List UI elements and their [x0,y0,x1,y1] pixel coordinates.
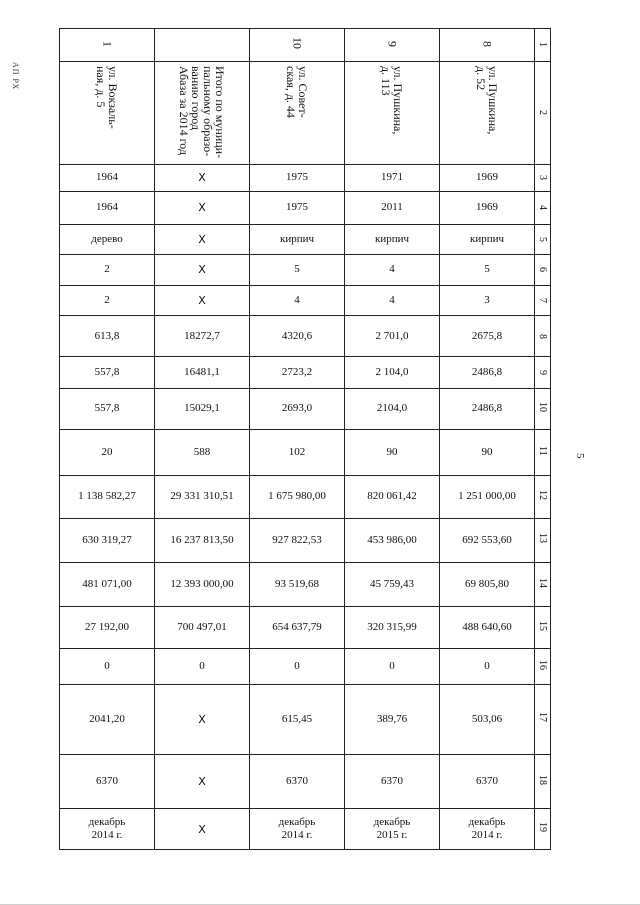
table-cell: 0 [60,649,155,685]
table-cell: 557,8 [60,356,155,388]
table-cell: 6370 [345,755,440,809]
table-cell: 4320,6 [250,316,345,357]
row-number-cell: 6 [535,255,551,286]
table-cell: 1971 [345,164,440,191]
address-row [60,61,551,164]
table-cell: 102 [250,430,345,476]
table-cell: 27 192,00 [60,607,155,649]
table-cell: декабрь 2014 г. [440,809,535,850]
table-cell: 2693,0 [250,388,345,430]
table-cell: 16481,1 [155,356,250,388]
column-number-cell: 8 [440,29,535,62]
column-number-cell: 9 [345,29,440,62]
address-cell: ул. Пушкина, д. 52 [440,61,535,164]
table-cell: 45 759,43 [345,562,440,607]
table-cell: 6370 [250,755,345,809]
table-row [60,684,551,754]
table-row [60,285,551,316]
table-cell: 927 822,53 [250,518,345,562]
table-cell: 15029,1 [155,388,250,430]
table-cell: 1975 [250,164,345,191]
table-cell: 2675,8 [440,316,535,357]
table-row [60,430,551,476]
row-number-cell: 8 [535,316,551,357]
table-cell: 16 237 813,50 [155,518,250,562]
table-cell: 700 497,01 [155,607,250,649]
table-row [60,356,551,388]
table-cell: 1 138 582,27 [60,476,155,519]
table-cell: 29 331 310,51 [155,476,250,519]
table-cell: 18272,7 [155,316,250,357]
table-cell: кирпич [250,224,345,255]
table-cell: 90 [440,430,535,476]
table-cell: 453 986,00 [345,518,440,562]
table-cell: Х [155,684,250,754]
table-cell: 5 [250,255,345,286]
table-row [60,607,551,649]
table-cell: 4 [250,285,345,316]
table-row [60,649,551,685]
address-cell: ул. Вокзаль- ная, д. 5 [60,61,155,164]
column-number-cell: 1 [60,29,155,62]
table-cell: Х [155,255,250,286]
table-row [60,755,551,809]
table-row [60,316,551,357]
table-row [60,388,551,430]
table-cell: 2 [60,285,155,316]
table-cell: 0 [250,649,345,685]
table-cell: 93 519,68 [250,562,345,607]
table-cell: Х [155,809,250,850]
table-cell: 820 061,42 [345,476,440,519]
table-cell: 692 553,60 [440,518,535,562]
column-number-row [60,29,551,62]
table-cell: 613,8 [60,316,155,357]
table-cell: 2011 [345,192,440,225]
table-cell: 6370 [440,755,535,809]
table-row [60,809,551,850]
table-cell: 503,06 [440,684,535,754]
table-row [60,562,551,607]
row-number-cell: 15 [535,607,551,649]
table-cell: 389,76 [345,684,440,754]
table-cell: 4 [345,285,440,316]
address-cell: ул. Пушкина, д. 113 [345,61,440,164]
table-cell: 2 [60,255,155,286]
row-number-cell: 10 [535,388,551,430]
table-cell: кирпич [345,224,440,255]
table-cell: 2723,2 [250,356,345,388]
table-cell: 69 805,80 [440,562,535,607]
table-cell: декабрь 2014 г. [250,809,345,850]
table-cell: 488 640,60 [440,607,535,649]
table-cell: дерево [60,224,155,255]
table-cell: 2486,8 [440,388,535,430]
table-cell: 6370 [60,755,155,809]
table-cell: 1969 [440,164,535,191]
table-cell: 1975 [250,192,345,225]
row-number-cell: 19 [535,809,551,850]
table-cell: 0 [440,649,535,685]
table-row [60,518,551,562]
row-number-cell: 16 [535,649,551,685]
table-cell: 481 071,00 [60,562,155,607]
row-number-cell: 1 [535,29,551,62]
table-cell: декабрь 2014 г. [60,809,155,850]
table-cell: Х [155,224,250,255]
table-cell: 320 315,99 [345,607,440,649]
table-cell: декабрь 2015 г. [345,809,440,850]
table-cell: 2 701,0 [345,316,440,357]
table-cell: 588 [155,430,250,476]
table-row [60,192,551,225]
row-number-cell: 5 [535,224,551,255]
table-cell: 2486,8 [440,356,535,388]
row-number-cell: 17 [535,684,551,754]
table-row [60,224,551,255]
row-number-cell: 11 [535,430,551,476]
table-row [60,255,551,286]
row-number-cell: 7 [535,285,551,316]
table-cell: Х [155,755,250,809]
row-number-cell: 13 [535,518,551,562]
table-cell: 1969 [440,192,535,225]
housing-data-table [59,28,551,850]
table-cell: 20 [60,430,155,476]
archive-stamp-mark: АП РХ [11,62,20,91]
column-number-cell: 10 [250,29,345,62]
address-cell: ул. Совет- ская, д. 44 [250,61,345,164]
table-cell: 1 675 980,00 [250,476,345,519]
row-number-cell: 12 [535,476,551,519]
row-number-cell: 4 [535,192,551,225]
table-cell: 3 [440,285,535,316]
page-number: 5 [574,453,586,459]
table-cell: 0 [155,649,250,685]
table-cell: 5 [440,255,535,286]
table-cell: 557,8 [60,388,155,430]
table-cell: 1964 [60,164,155,191]
table-cell: 4 [345,255,440,286]
table-cell: 2041,20 [60,684,155,754]
table-cell: Х [155,192,250,225]
address-cell: Итого по муници- пальному образо- ванию город Абаза за 2014 год [155,61,250,164]
table-cell: 12 393 000,00 [155,562,250,607]
row-number-cell: 14 [535,562,551,607]
table-cell: Х [155,164,250,191]
table-cell: 654 637,79 [250,607,345,649]
table-cell: 2 104,0 [345,356,440,388]
row-number-cell: 2 [535,61,551,164]
row-number-cell: 9 [535,356,551,388]
table-row [60,164,551,191]
table-cell: кирпич [440,224,535,255]
table-cell: 0 [345,649,440,685]
table-cell: 1964 [60,192,155,225]
table-row [60,476,551,519]
table-cell: 2104,0 [345,388,440,430]
table-cell: 630 319,27 [60,518,155,562]
table-cell: 90 [345,430,440,476]
table-cell: 1 251 000,00 [440,476,535,519]
table-cell: 615,45 [250,684,345,754]
column-number-cell [155,29,250,62]
row-number-cell: 3 [535,164,551,191]
row-number-cell: 18 [535,755,551,809]
table-cell: Х [155,285,250,316]
